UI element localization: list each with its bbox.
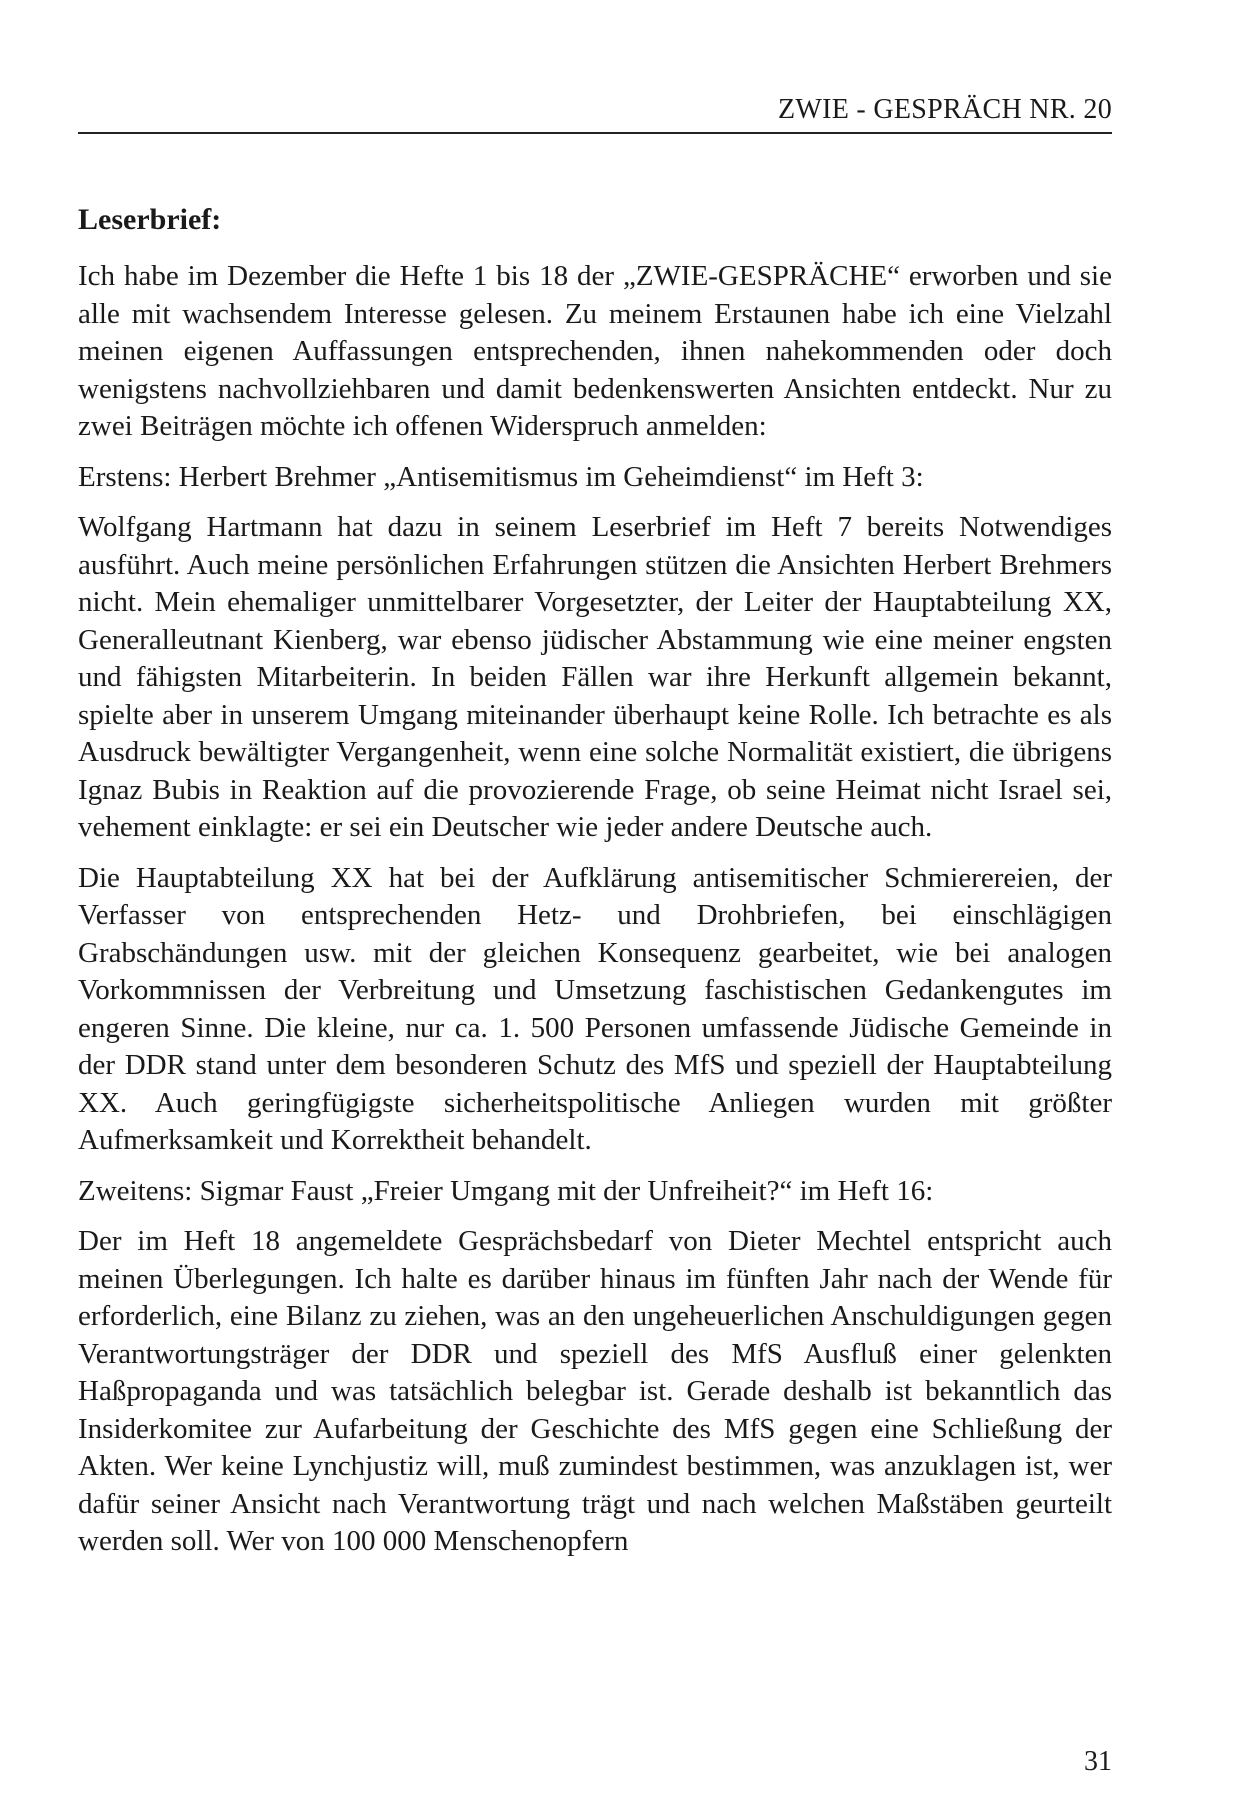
paragraph-hartmann: Wolfgang Hartmann hat dazu in seinem Leserbrief im Heft 7 bereits Notwendiges ausführt. Auch meine persönlichen Erfahrungen stützen die Ansichten Herbert Brehmers nicht. Mein ehemaliger unmittelbarer Vorgesetzter, der Leiter der Hauptabteilung XX, Generalleutnant Kienberg, war ebenso jüdischer Abstammung wie eine meiner engsten und fähigsten Mitarbeiterin. In beiden Fällen war ihre Herkunft allgemein bekannt, spielte aber in unserem Umgang miteinander überhaupt keine Rolle. Ich betrachte es als Ausdruck bewältigter Vergangenheit, wenn eine solche Normalität existiert, die übrigens Ignaz Bubis in Reaktion auf die provozierende Frage, ob seine Heimat nicht Israel sei, vehement einklagte: er sei ein Deutscher wie jeder andere Deutsche auch. xyxy=(78,511,1112,843)
section-heading: Leserbrief: xyxy=(78,203,222,236)
paragraph-intro: Ich habe im Dezember die Hefte 1 bis 18 der „ZWIE-GESPRÄCHE“ erworben und sie alle mit wachsendem Interesse gelesen. Zu meinem Erstaunen habe ich eine Vielzahl meinen eigenen Auffassungen entsprechenden, ihnen nahekommenden oder doch wenigstens nachvollziehbaren und damit bedenkenswerten Ansichten entdeckt. Nur zu zwei Beiträgen möchte ich offenen Widerspruch anmelden: xyxy=(78,260,1112,442)
page-body xyxy=(78,202,1112,1574)
paragraph-first-point: Erstens: Herbert Brehmer „Antisemitismus im Geheimdienst“ im Heft 3: xyxy=(78,460,924,493)
paragraph-hauptabteilung: Die Hauptabteilung XX hat bei der Aufklärung antisemitischer Schmierereien, der Verfasser von entsprechenden Hetz- und Drohbriefen, bei einschlägigen Grabschändungen usw. mit der gleichen Konsequenz gearbeitet, wie bei analogen Vorkommnissen der Verbreitung und Umsetzung faschistischen Gedankengutes im engeren Sinne. Die kleine, nur ca. 1. 500 Personen umfassende Jüdische Gemeinde in der DDR stand unter dem besonderen Schutz des MfS und speziell der Hauptabteilung XX. Auch geringfügigste sicherheitspolitische Anliegen wurden mit größter Aufmerksamkeit und Korrektheit behandelt. xyxy=(78,861,1112,1156)
page-number: 31 xyxy=(1084,1746,1112,1777)
paragraph-second-point: Zweitens: Sigmar Faust „Freier Umgang mit der Unfreiheit?“ im Heft 16: xyxy=(78,1174,934,1207)
running-title: ZWIE - GESPRÄCH NR. 20 xyxy=(777,94,1112,125)
paragraph-mechtel: Der im Heft 18 angemeldete Gesprächsbedarf von Dieter Mechtel entspricht auch meinen Überlegungen. Ich halte es darüber hinaus im fünften Jahr nach der Wende für erforderlich, eine Bilanz zu ziehen, was an den ungeheuerlichen Anschuldigungen gegen Verantwortungsträger der DDR und speziell des MfS Ausfluß einer gelenkten Haßpropaganda und was tatsächlich belegbar ist. Gerade deshalb ist bekanntlich das Insiderkomitee zur Aufarbeitung der Geschichte des MfS gegen eine Schließung der Akten. Wer keine Lynchjustiz will, muß zumindest bestimmen, was anzuklagen ist, wer dafür seiner Ansicht nach Verantwortung trägt und nach welchen Maßstäben geurteilt werden soll. Wer von 100 000 Menschenopfern xyxy=(78,1225,1112,1557)
page-header xyxy=(78,92,1112,134)
